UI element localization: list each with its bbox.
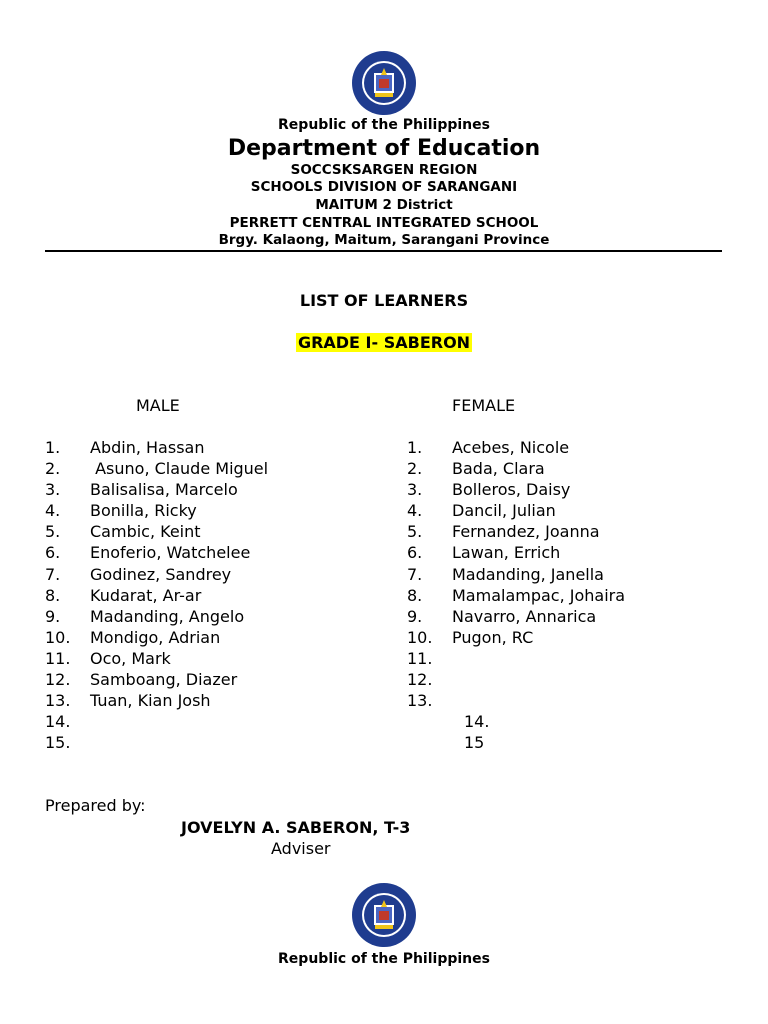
list-item: 15. <box>45 733 71 753</box>
list-item: 11. Oco, Mark <box>45 648 171 668</box>
department-title: Department of Education <box>227 136 541 161</box>
footer-republic-line: Republic of the Philippines <box>278 951 490 967</box>
list-item: 2. Asuno, Claude Miguel <box>45 459 269 479</box>
male-heading: MALE <box>136 396 180 415</box>
male-list <box>45 437 365 753</box>
list-item: 11. <box>407 648 433 668</box>
district-line: MAITUM 2 District <box>315 197 453 213</box>
list-item: 7. Godinez, Sandrey <box>45 564 232 584</box>
list-item: 3. Balisalisa, Marcelo <box>45 480 238 500</box>
list-item: 3. Bolleros, Daisy <box>407 480 571 500</box>
list-item: 8. Kudarat, Ar-ar <box>45 585 202 605</box>
female-list <box>407 437 727 753</box>
republic-line: Republic of the Philippines <box>278 117 490 133</box>
list-item: 4. Dancil, Julian <box>407 501 556 521</box>
list-item: 9. Madanding, Angelo <box>45 606 245 626</box>
list-item: 13. Tuan, Kian Josh <box>45 691 211 711</box>
preparer-name: JOVELYN A. SABERON, T-3 <box>181 818 411 837</box>
female-heading: FEMALE <box>452 396 516 415</box>
list-item: 15 <box>464 733 485 753</box>
school-line: PERRETT CENTRAL INTEGRATED SCHOOL <box>229 215 539 231</box>
division-line: SCHOOLS DIVISION OF SARANGANI <box>250 179 518 195</box>
list-item: 10. Mondigo, Adrian <box>45 627 221 647</box>
list-item: 1. Abdin, Hassan <box>45 438 205 457</box>
list-item: 14. <box>45 712 71 732</box>
prepared-by-label: Prepared by: <box>45 796 146 815</box>
header-divider <box>45 250 722 252</box>
list-item: 5. Fernandez, Joanna <box>407 522 600 542</box>
deped-seal-icon <box>351 882 417 948</box>
list-item: 6. Lawan, Errich <box>407 543 561 563</box>
list-item: 5. Cambic, Keint <box>45 522 201 542</box>
list-item: 12. <box>407 670 433 690</box>
list-item: 1. Acebes, Nicole <box>407 438 570 457</box>
list-item: 9. Navarro, Annarica <box>407 606 597 626</box>
list-item: 14. <box>464 712 490 732</box>
deped-seal-icon <box>351 50 417 116</box>
list-item: 4. Bonilla, Ricky <box>45 501 197 521</box>
list-item: 2. Bada, Clara <box>407 459 545 479</box>
preparer-role: Adviser <box>271 839 331 858</box>
list-item: 10. Pugon, RC <box>407 627 534 647</box>
list-title: LIST OF LEARNERS <box>299 291 469 310</box>
list-item: 13. <box>407 691 433 711</box>
address-line: Brgy. Kalaong, Maitum, Sarangani Province <box>218 232 550 248</box>
grade-section-label <box>0 333 768 352</box>
region-line: SOCCSKSARGEN REGION <box>290 162 478 178</box>
grade-section-text: GRADE I- SABERON <box>297 333 471 352</box>
list-item: 8. Mamalampac, Johaira <box>407 585 626 605</box>
list-item: 6. Enoferio, Watchelee <box>45 543 251 563</box>
list-item: 12. Samboang, Diazer <box>45 670 238 690</box>
list-item: 7. Madanding, Janella <box>407 564 604 584</box>
